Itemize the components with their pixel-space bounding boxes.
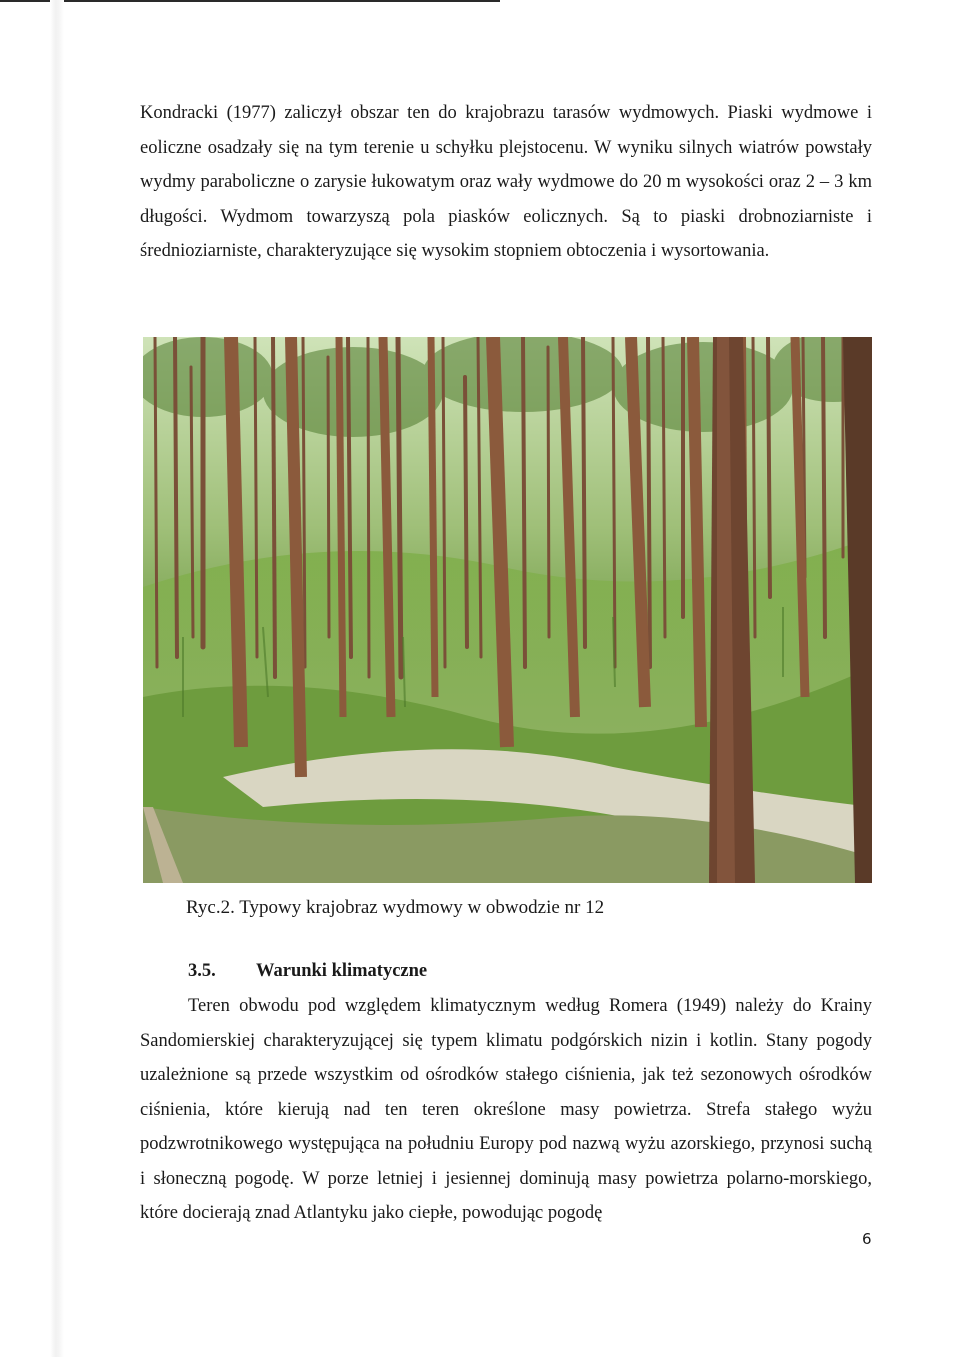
paragraph-climate: Teren obwodu pod względem klimatycznym według Romera (1949) należy do Krainy Sandomierskiej charakteryzującej się typem klimatu podgórskich nizin i kotlin. Stany pogody uzależnione są przede wszystkim od ośrodków stałego ciśnienia, jak też sezonowych ośrodków ciśnienia, które kierują nad ten teren określone masy powietrza. Strefa stałego wyżu podzwrotnikowego występująca na południu Europy pod nazwą wyżu azorskiego, przynosi suchą i słoneczną pogodę. W porze letniej i jesiennej dominują masy powietrza polarno-morskiego, które docierają znad Atlantyku jako ciepłe, powodując pogodę bbox=[140, 996, 872, 1223]
scan-edge-left bbox=[50, 0, 64, 1357]
page-number: 6 bbox=[862, 1230, 872, 1248]
section-number: 3.5. bbox=[188, 961, 216, 981]
paragraph-dune-landscape: Kondracki (1977) zaliczył obszar ten do krajobrazu tarasów wydmowych. Piaski wydmowe i eoliczne osadzały się na tym terenie u schyłku plejstocenu. W wyniku silnych wiatrów powstały wydmy paraboliczne o zarysie łukowatym oraz wały wydmowe do 20 m wysokości oraz 2 – 3 km długości. Wydmom towarzyszą pola piasków eolicznych. Są to piaski drobnoziarniste i średnioziarniste, charakteryzujące się wysokim stopniem obtoczenia i wysortowania. bbox=[140, 103, 872, 261]
section-title: Warunki klimatyczne bbox=[256, 961, 428, 981]
figure-caption: Ryc.2. Typowy krajobraz wydmowy w obwodzie nr 12 bbox=[186, 897, 605, 918]
figure-photo-pine-forest bbox=[143, 337, 872, 883]
scan-edge-top bbox=[0, 0, 500, 2]
section-heading bbox=[188, 961, 427, 982]
